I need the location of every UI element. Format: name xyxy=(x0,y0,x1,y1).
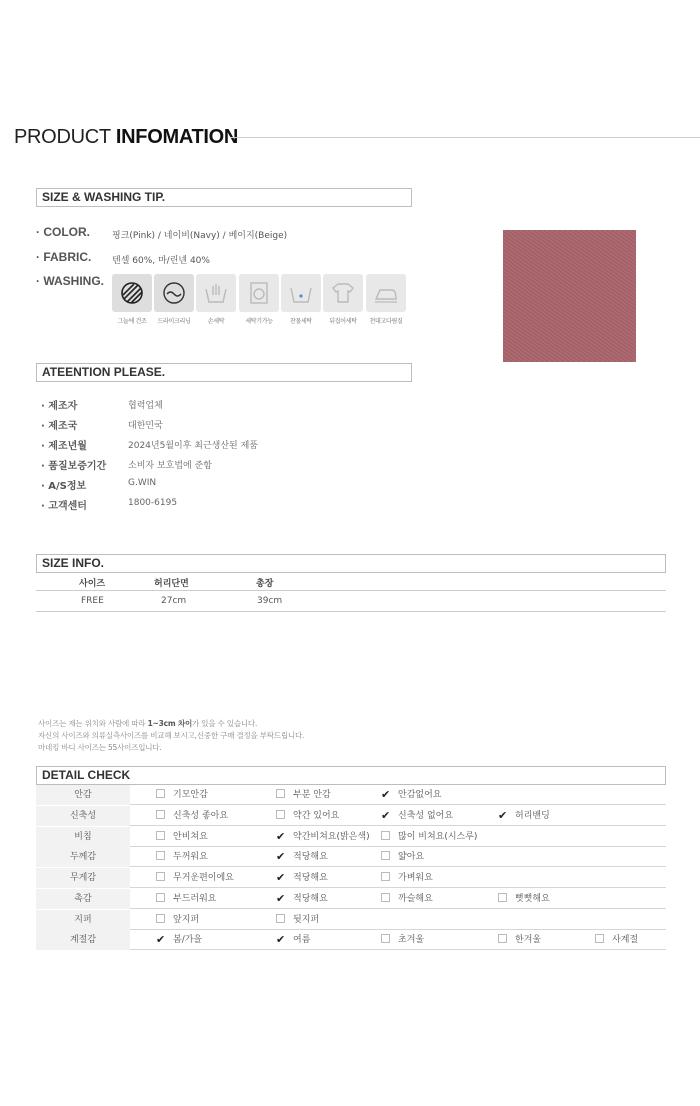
size-info-title: SIZE INFO. xyxy=(36,554,666,573)
washing-item xyxy=(323,274,363,330)
size-note-3: 마네킹 바디 사이즈는 55사이즈입니다. xyxy=(38,743,162,752)
checkbox-icon xyxy=(276,810,285,819)
washing-caption: 그늘에 건조 xyxy=(117,318,147,325)
detail-option xyxy=(595,930,638,950)
washing-item xyxy=(112,274,152,330)
size-cell-length: 39cm xyxy=(257,596,283,606)
cold-wash-icon xyxy=(281,274,321,312)
detail-row-label: 안감 xyxy=(36,785,130,805)
washing-caption: 드라이크리닝 xyxy=(157,318,191,325)
detail-option xyxy=(381,785,441,805)
size-table-header xyxy=(36,573,666,591)
detail-option-label: 적당해요 xyxy=(293,893,328,904)
detail-option-label: 기모안감 xyxy=(173,790,208,800)
fabric-swatch xyxy=(503,230,636,362)
size-header-size: 사이즈 xyxy=(79,579,106,589)
size-header-waist: 허리단면 xyxy=(154,579,189,589)
detail-option-label: 여름 xyxy=(293,935,311,946)
checkbox-icon xyxy=(156,789,165,798)
washing-caption: 찬물세탁 xyxy=(290,318,312,325)
checkbox-icon xyxy=(595,934,604,943)
washing-item xyxy=(239,274,279,330)
detail-option-label: 얇아요 xyxy=(398,852,425,863)
detail-option-label: 허리밴딩 xyxy=(515,810,550,821)
attention-title: ATEENTION PLEASE. xyxy=(36,363,412,382)
checkmark-icon xyxy=(276,893,285,902)
detail-option-label: 적당해요 xyxy=(293,873,328,883)
product-information-header xyxy=(14,126,700,150)
detail-row-label: 두께감 xyxy=(36,847,130,867)
checkbox-icon xyxy=(381,934,390,943)
detail-option-label: 많이 비쳐요(시스루) xyxy=(398,831,478,842)
size-cell-size: FREE xyxy=(81,596,104,606)
attention-label: · 제조국 xyxy=(41,421,78,432)
detail-option xyxy=(276,785,331,805)
size-note-1: 사이즈는 재는 위치와 사람에 따라 1~3cm 차이가 있을 수 있습니다. xyxy=(38,719,258,728)
detail-option xyxy=(276,930,310,950)
detail-option xyxy=(498,806,550,826)
checkbox-icon xyxy=(156,893,165,902)
detail-check-title: DETAIL CHECK xyxy=(36,766,666,785)
washing-label: · WASHING. xyxy=(36,274,104,288)
checkbox-icon xyxy=(498,893,507,902)
detail-option xyxy=(156,847,208,867)
checkmark-icon xyxy=(276,851,285,860)
washing-item xyxy=(154,274,194,330)
checkmark-icon xyxy=(381,789,390,798)
table-row xyxy=(36,868,666,888)
detail-row-label: 비침 xyxy=(36,827,130,847)
detail-option-label: 까슬해요 xyxy=(398,893,433,904)
checkmark-icon xyxy=(276,934,285,943)
detail-option xyxy=(381,930,424,950)
detail-option-label: 무거운편이에요 xyxy=(173,873,234,883)
detail-option-label: 가벼워요 xyxy=(398,873,433,883)
detail-option-label: 신축성 좋아요 xyxy=(173,810,229,821)
detail-option-label: 두꺼워요 xyxy=(173,852,208,863)
color-label: · COLOR. xyxy=(36,225,90,239)
attention-label: · A/S정보 xyxy=(41,481,87,492)
washing-item xyxy=(196,274,236,330)
attention-label: · 품질보증기간 xyxy=(41,461,107,472)
table-row xyxy=(36,785,666,805)
detail-option-label: 초겨울 xyxy=(398,935,425,946)
fabric-value: 텐셀 60%, 마/린넨 40% xyxy=(112,256,210,266)
detail-option xyxy=(276,910,319,930)
table-row xyxy=(36,847,666,867)
table-row xyxy=(36,930,666,950)
detail-row-label: 무게감 xyxy=(36,868,130,888)
attention-value: G.WIN xyxy=(128,478,157,488)
detail-option xyxy=(156,785,208,805)
table-row xyxy=(36,910,666,930)
detail-option xyxy=(381,806,453,826)
table-row xyxy=(36,889,666,909)
detail-option xyxy=(381,889,433,909)
detail-option xyxy=(156,827,208,847)
shade-dry-icon xyxy=(112,274,152,312)
checkbox-icon xyxy=(156,872,165,881)
detail-row-label: 계절감 xyxy=(36,930,130,950)
detail-option-label: 뒷지퍼 xyxy=(293,914,320,925)
table-row xyxy=(36,592,666,612)
checkmark-icon xyxy=(276,872,285,881)
fabric-label: · FABRIC. xyxy=(36,250,92,264)
detail-option-label: 적당해요 xyxy=(293,852,328,863)
attention-value: 2024년5월이후 최근생산된 제품 xyxy=(128,441,258,451)
header-divider xyxy=(230,137,700,138)
detail-row-label: 지퍼 xyxy=(36,910,130,930)
detail-option-label: 안비쳐요 xyxy=(173,831,208,842)
detail-row-label: 신축성 xyxy=(36,806,130,826)
detail-row-label: 촉감 xyxy=(36,889,130,909)
detail-option-label: 약간 있어요 xyxy=(293,810,340,821)
size-cell-waist: 27cm xyxy=(161,596,187,606)
checkmark-icon xyxy=(156,934,165,943)
attention-value: 협력업체 xyxy=(128,401,163,411)
checkbox-icon xyxy=(156,831,165,840)
size-note-2: 자신의 사이즈와 의류실측사이즈를 비교해 보시고,신중한 구매 결정을 부탁드립니다. xyxy=(38,731,305,740)
checkbox-icon xyxy=(498,934,507,943)
detail-option-label: 신축성 없어요 xyxy=(398,810,454,821)
table-row xyxy=(36,806,666,826)
detail-option xyxy=(381,827,477,847)
attention-label: · 제조자 xyxy=(41,401,78,412)
detail-option xyxy=(276,806,339,826)
inside-out-wash-icon xyxy=(323,274,363,312)
checkbox-icon xyxy=(156,810,165,819)
checkbox-icon xyxy=(276,789,285,798)
checkmark-icon xyxy=(381,810,390,819)
table-row xyxy=(36,827,666,847)
size-washing-title: SIZE & WASHING TIP. xyxy=(36,188,412,207)
checkmark-icon xyxy=(276,831,285,840)
washing-caption: 세탁기가능 xyxy=(245,318,273,325)
attention-label: · 고객센터 xyxy=(41,501,87,512)
attention-value: 대한민국 xyxy=(128,421,163,431)
checkbox-icon xyxy=(156,851,165,860)
detail-option xyxy=(156,806,228,826)
washing-caption: 뒤집어세탁 xyxy=(329,318,357,325)
detail-option-label: 부드러워요 xyxy=(173,893,217,904)
machine-wash-icon xyxy=(239,274,279,312)
checkmark-icon xyxy=(498,810,507,819)
checkbox-icon xyxy=(156,914,165,923)
detail-option-label: 봄/가을 xyxy=(173,935,203,946)
detail-option xyxy=(276,889,328,909)
detail-option xyxy=(498,889,550,909)
detail-option xyxy=(276,847,328,867)
detail-option xyxy=(156,930,202,950)
detail-option xyxy=(498,930,541,950)
hand-wash-icon xyxy=(196,274,236,312)
color-value: 핑크(Pink) / 네이비(Navy) / 베이지(Beige) xyxy=(112,231,288,241)
washing-item xyxy=(366,274,406,330)
detail-option xyxy=(156,889,216,909)
washing-caption: 천대고다림질 xyxy=(369,318,403,325)
checkbox-icon xyxy=(381,831,390,840)
cloth-iron-icon xyxy=(366,274,406,312)
title-light: PRODUCT xyxy=(14,126,111,148)
detail-option-label: 뻣뻣해요 xyxy=(515,893,550,904)
attention-label: · 제조년월 xyxy=(41,441,87,452)
attention-value: 소비자 보호법에 준함 xyxy=(128,461,212,471)
page-title xyxy=(14,126,238,149)
attention-value: 1800-6195 xyxy=(128,498,178,508)
detail-option-label: 부분 안감 xyxy=(293,790,331,800)
detail-option-label: 약간비쳐요(밝은색) xyxy=(293,831,370,842)
detail-option xyxy=(276,827,370,847)
detail-option-label: 한겨울 xyxy=(515,935,542,946)
detail-option-label: 사계절 xyxy=(612,935,639,946)
title-bold: INFOMATION xyxy=(115,126,239,148)
detail-option xyxy=(156,910,199,930)
washing-item xyxy=(281,274,321,330)
detail-option xyxy=(276,868,328,888)
dry-clean-icon xyxy=(154,274,194,312)
checkbox-icon xyxy=(381,893,390,902)
checkbox-icon xyxy=(381,872,390,881)
size-header-length: 총장 xyxy=(256,579,274,589)
detail-option xyxy=(156,868,234,888)
detail-option xyxy=(381,868,433,888)
checkbox-icon xyxy=(381,851,390,860)
washing-caption: 손세탁 xyxy=(207,318,225,325)
checkbox-icon xyxy=(276,914,285,923)
detail-option xyxy=(381,847,424,867)
detail-option-label: 안감없어요 xyxy=(398,790,442,800)
detail-option-label: 앞지퍼 xyxy=(173,914,200,925)
